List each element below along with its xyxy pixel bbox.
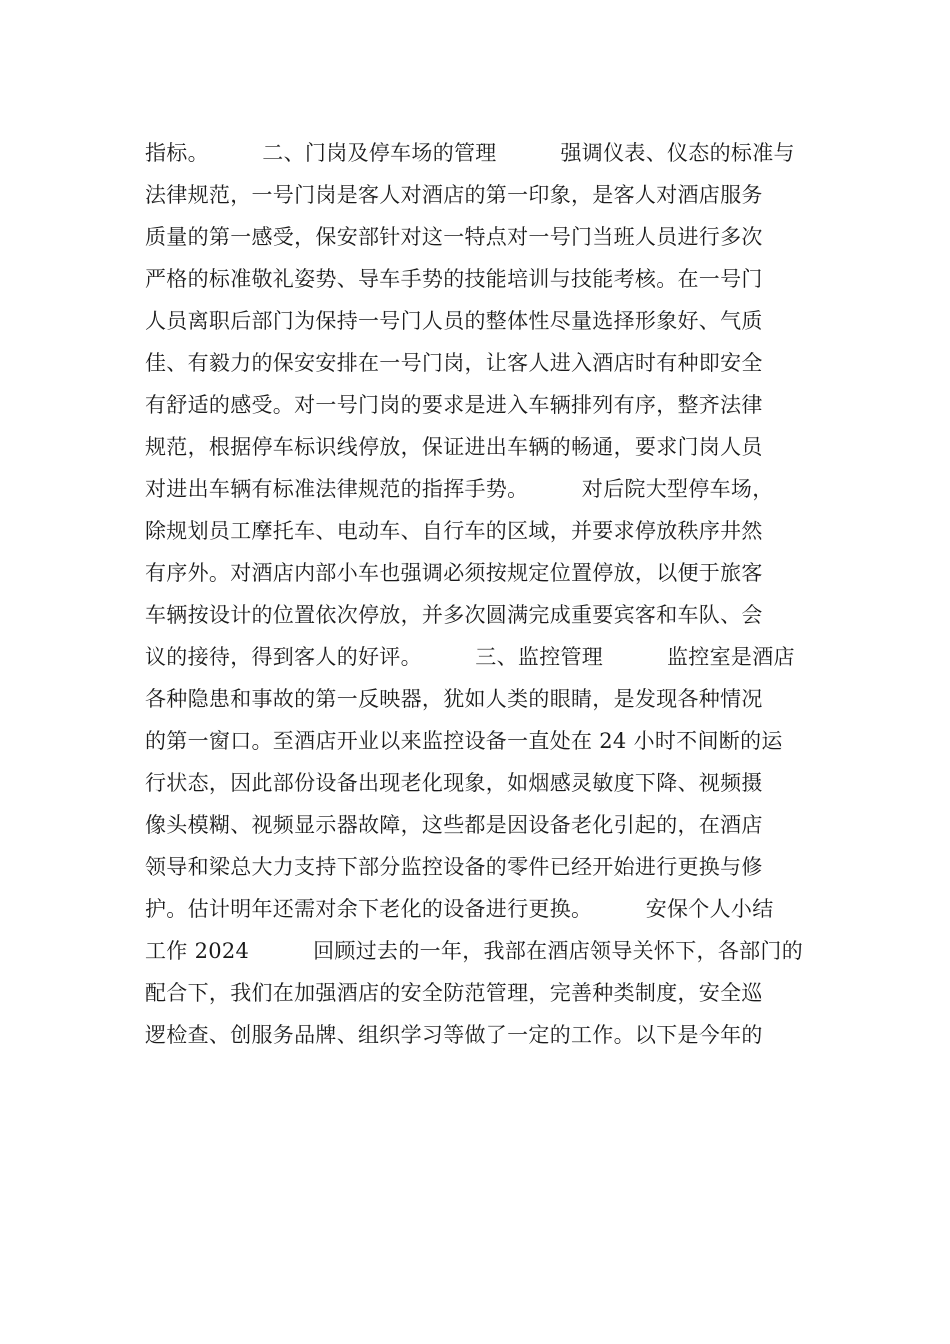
- text-line: 行状态，因此部份设备出现老化现象，如烟感灵敏度下降、视频摄: [145, 771, 763, 795]
- text-line: 工作 2024 回顾过去的一年，我部在酒店领导关怀下，各部门的: [145, 939, 804, 963]
- text-line: 有舒适的感受。对一号门岗的要求是进入车辆排列有序，整齐法律: [145, 393, 763, 417]
- text-line: 对进出车辆有标准法律规范的指挥手势。 对后院大型停车场，: [145, 477, 774, 501]
- text-line: 人员离职后部门为保持一号门人员的整体性尽量选择形象好、气质: [145, 309, 763, 333]
- text-line: 护。估计明年还需对余下老化的设备进行更换。 安保个人小结: [145, 897, 774, 921]
- text-line: 像头模糊、视频显示器故障，这些都是因设备老化引起的，在酒店: [145, 813, 763, 837]
- text-line: 指标。 二、门岗及停车场的管理 强调仪表、仪态的标准与: [145, 141, 795, 165]
- text-line: 逻检查、创服务品牌、组织学习等做了一定的工作。以下是今年的: [145, 1023, 763, 1047]
- text-line: 配合下，我们在加强酒店的安全防范管理，完善种类制度，安全巡: [145, 981, 763, 1005]
- text-line: 领导和梁总大力支持下部分监控设备的零件已经开始进行更换与修: [145, 855, 763, 879]
- text-line: 严格的标准敬礼姿势、导车手势的技能培训与技能考核。在一号门: [145, 267, 763, 291]
- text-line: 各种隐患和事故的第一反映器，犹如人类的眼睛，是发现各种情况: [145, 687, 763, 711]
- text-line: 有序外。对酒店内部小车也强调必须按规定位置停放，以便于旅客: [145, 561, 763, 585]
- text-line: 质量的第一感受，保安部针对这一特点对一号门当班人员进行多次: [145, 225, 763, 249]
- text-line: 除规划员工摩托车、电动车、自行车的区域，并要求停放秩序井然: [145, 519, 763, 543]
- text-line: 的第一窗口。至酒店开业以来监控设备一直处在 24 小时不间断的运: [145, 729, 783, 753]
- text-line: 车辆按设计的位置依次停放，并多次圆满完成重要宾客和车队、会: [145, 603, 763, 627]
- body-text: [145, 132, 815, 1056]
- text-line: 法律规范，一号门岗是客人对酒店的第一印象，是客人对酒店服务: [145, 183, 763, 207]
- text-line: 佳、有毅力的保安安排在一号门岗，让客人进入酒店时有种即安全: [145, 351, 763, 375]
- text-line: 议的接待，得到客人的好评。 三、监控管理 监控室是酒店: [145, 645, 795, 669]
- text-line: 规范，根据停车标识线停放，保证进出车辆的畅通，要求门岗人员: [145, 435, 763, 459]
